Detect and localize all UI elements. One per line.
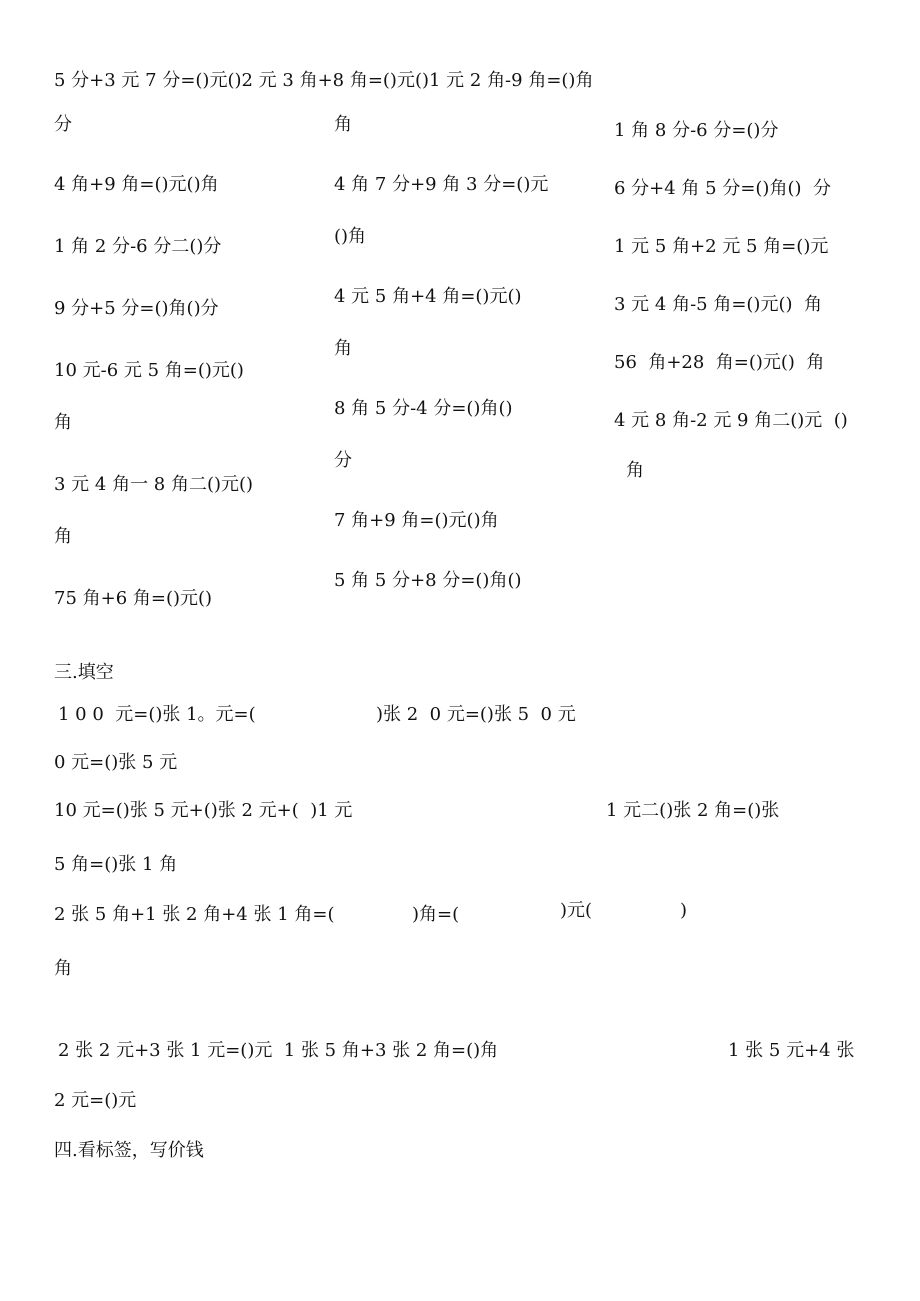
problem-line: 3 元 4 角一 8 角二()元() xyxy=(54,474,254,495)
problem-line: 1 0 0 元=()张 1。元=( xyxy=(58,704,256,725)
problem-line: 4 元 5 角+4 角=()元() xyxy=(334,286,522,307)
problem-line: 10 元=()张 5 元+()张 2 元+( )1 元 xyxy=(54,800,353,821)
problem-line: 角 xyxy=(334,114,352,135)
problem-line: 角 xyxy=(54,412,72,433)
problem-line: 角 xyxy=(626,460,644,481)
problem-line: 7 角+9 角=()元()角 xyxy=(334,510,499,531)
problem-line: 1 角 8 分-6 分=()分 xyxy=(614,120,779,141)
section-heading: 四.看标签，写价钱 xyxy=(54,1140,204,1161)
problem-line: 8 角 5 分-4 分=()角() xyxy=(334,398,513,419)
problem-line: 4 角 7 分+9 角 3 分=()元 xyxy=(334,174,549,195)
problem-line: 2 元=()元 xyxy=(54,1090,137,1111)
problem-line: 6 分+4 角 5 分=()角() 分 xyxy=(614,178,831,199)
problem-line-cut xyxy=(580,998,640,1014)
problem-line: 分 xyxy=(54,114,72,135)
problem-line: )角=( xyxy=(412,904,460,925)
problem-line: 4 角+9 角=()元()角 xyxy=(54,174,219,195)
problem-line: 1 元二()张 2 角=()张 xyxy=(606,800,780,821)
problem-line: 1 角 2 分-6 分二()分 xyxy=(54,236,222,257)
problem-line: 分 xyxy=(334,450,352,471)
problem-line: 2 张 2 元+3 张 1 元=()元 1 张 5 角+3 张 2 角=()角 xyxy=(58,1040,499,1061)
problem-line: )元( xyxy=(560,900,593,921)
problem-line: 56 角+28 角=()元() 角 xyxy=(614,352,825,373)
problem-line: ()角 xyxy=(334,226,367,247)
problem-line-cut xyxy=(334,620,357,628)
problem-line: 0 元=()张 5 元 xyxy=(54,752,178,773)
problem-line: 角 xyxy=(54,526,72,547)
problem-line-cut xyxy=(54,1006,474,1014)
problem-line: 1 元 5 角+2 元 5 角=()元 xyxy=(614,236,829,257)
problem-line: 10 元-6 元 5 角=()元() xyxy=(54,360,244,381)
problem-line: 5 角=()张 1 角 xyxy=(54,854,178,875)
problem-line: ) xyxy=(680,900,688,921)
problem-line: 1 张 5 元+4 张 xyxy=(728,1040,855,1061)
problem-line: 2 张 5 角+1 张 2 角+4 张 1 角=( xyxy=(54,904,335,925)
section-heading: 三.填空 xyxy=(54,662,114,683)
problem-line: 5 角 5 分+8 分=()角() xyxy=(334,570,522,591)
problem-line-cut xyxy=(700,998,760,1014)
problem-line: 角 xyxy=(334,338,352,359)
problem-line: 3 元 4 角-5 角=()元() 角 xyxy=(614,294,822,315)
problem-line: 5 分+3 元 7 分=()元()2 元 3 角+8 角=()元()1 元 2 角-9 角=()角 xyxy=(54,70,594,91)
problem-line: 角 xyxy=(54,958,72,979)
problem-line: 75 角+6 角=()元() xyxy=(54,588,213,609)
problem-line: )张 2 0 元=()张 5 0 元 xyxy=(376,704,576,725)
problem-line: 9 分+5 分=()角()分 xyxy=(54,298,219,319)
problem-line: 4 元 8 角-2 元 9 角二()元 () xyxy=(614,410,848,431)
